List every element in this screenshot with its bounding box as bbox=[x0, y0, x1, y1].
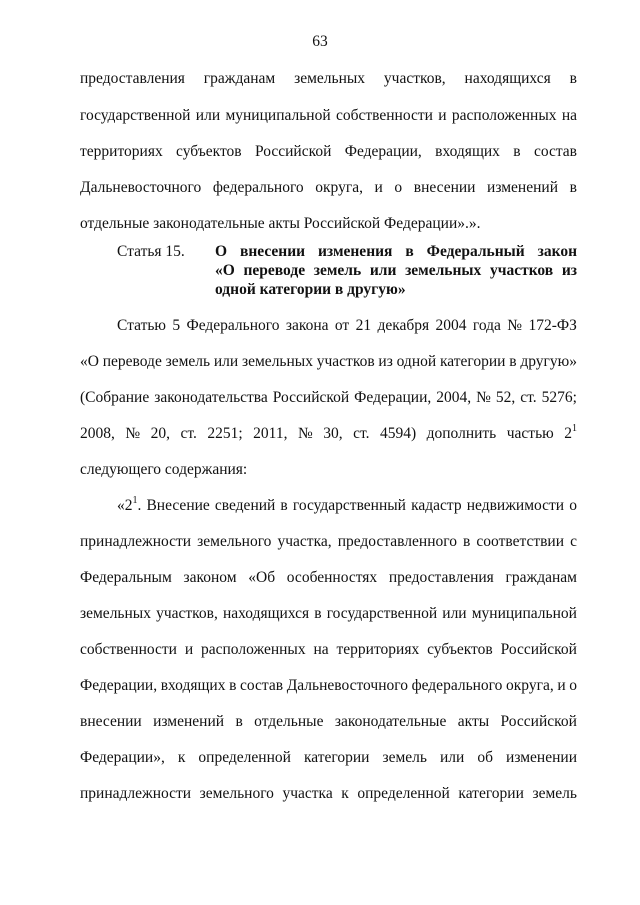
word: предоставления bbox=[80, 70, 185, 87]
word: внесении bbox=[413, 179, 476, 196]
word: в bbox=[463, 533, 471, 550]
word: одной bbox=[396, 353, 437, 370]
text-line bbox=[117, 316, 577, 336]
word: из bbox=[378, 353, 393, 370]
word: закона bbox=[285, 317, 329, 334]
word: соответствии bbox=[476, 533, 565, 550]
word: земель bbox=[313, 262, 362, 279]
word: участков, bbox=[156, 605, 218, 622]
word: земель bbox=[165, 353, 211, 370]
word: 5276; bbox=[541, 389, 577, 406]
word: № bbox=[476, 389, 491, 406]
word: категории bbox=[439, 353, 506, 370]
word: или bbox=[195, 107, 221, 124]
word: 21 bbox=[355, 317, 372, 334]
word: с bbox=[570, 533, 577, 550]
word: ст. bbox=[180, 425, 197, 442]
word: внесении bbox=[239, 243, 306, 260]
text-line bbox=[80, 352, 577, 372]
word: земель bbox=[532, 785, 577, 802]
word: Российской bbox=[500, 713, 577, 730]
word: декабря bbox=[377, 317, 430, 334]
word: и bbox=[438, 107, 447, 124]
word: 4594) bbox=[379, 425, 417, 442]
word: муниципальной bbox=[471, 605, 577, 622]
text-line bbox=[80, 568, 577, 588]
word: на bbox=[561, 107, 577, 124]
word: федерального bbox=[212, 179, 304, 196]
word: «$2^1$. bbox=[117, 495, 142, 514]
page-number: 63 bbox=[312, 33, 328, 50]
word: Дальневосточного bbox=[286, 677, 408, 694]
word: в bbox=[569, 179, 577, 196]
word: или bbox=[442, 605, 467, 622]
word: отдельные bbox=[254, 713, 324, 730]
word: предоставленного bbox=[337, 533, 457, 550]
word: особенностях bbox=[286, 569, 378, 586]
word: внесении bbox=[80, 713, 142, 730]
word: участков bbox=[489, 262, 554, 279]
word: в bbox=[513, 143, 521, 160]
word: дополнить bbox=[426, 425, 497, 442]
word: территориях bbox=[336, 641, 420, 658]
word: государственной bbox=[80, 107, 191, 124]
word: территориях bbox=[80, 143, 163, 160]
word: состав bbox=[240, 677, 284, 694]
word: изменений bbox=[487, 179, 558, 196]
text-line bbox=[80, 388, 577, 408]
article-label: Статья 15. bbox=[117, 243, 185, 260]
word: в bbox=[235, 713, 243, 730]
word: и bbox=[184, 641, 194, 658]
word: расположенных bbox=[451, 107, 557, 124]
text-line bbox=[80, 604, 577, 624]
word: № bbox=[125, 425, 141, 442]
word: 2251; bbox=[207, 425, 243, 442]
word: 20, bbox=[150, 425, 171, 442]
word: собственности bbox=[80, 641, 177, 658]
word: о bbox=[394, 179, 403, 196]
word: гражданам bbox=[505, 569, 577, 586]
word: Федерации, bbox=[354, 389, 432, 406]
word: о bbox=[569, 677, 577, 694]
word: законодательные bbox=[334, 713, 447, 730]
text-line bbox=[80, 69, 577, 89]
word: Федерации», bbox=[80, 749, 165, 766]
word: принадлежности bbox=[80, 533, 192, 550]
word: федерального bbox=[411, 677, 503, 694]
word: № bbox=[507, 317, 523, 334]
word: категории bbox=[458, 785, 524, 802]
word: в bbox=[509, 353, 517, 370]
word: года bbox=[472, 317, 501, 334]
word: округа, bbox=[315, 179, 363, 196]
word: Федеральным bbox=[80, 569, 172, 586]
word: округа, bbox=[506, 677, 554, 694]
word: участка, bbox=[277, 533, 332, 550]
word: к bbox=[177, 749, 186, 766]
word: 30, bbox=[323, 425, 343, 442]
word: законом bbox=[183, 569, 237, 586]
word: Федерального bbox=[186, 317, 280, 334]
word: кадастр bbox=[411, 497, 462, 514]
article-title-line: одной категории в другую» bbox=[215, 281, 406, 298]
word: изменений bbox=[153, 713, 225, 730]
word: Дальневосточного bbox=[80, 179, 202, 196]
word: в bbox=[229, 677, 237, 694]
word: изменения bbox=[318, 243, 393, 260]
word: определенной bbox=[357, 785, 450, 802]
text-line bbox=[80, 676, 577, 696]
text-line bbox=[80, 178, 577, 198]
word: 2004, bbox=[436, 389, 472, 406]
word: государственный bbox=[292, 497, 406, 514]
word: изменении bbox=[506, 749, 577, 766]
word: земельных bbox=[80, 605, 151, 622]
word: в bbox=[280, 497, 288, 514]
text-line bbox=[80, 784, 577, 804]
word: 2008, bbox=[80, 425, 115, 442]
word: в bbox=[569, 70, 577, 87]
word: входящих bbox=[435, 143, 500, 160]
word: гражданам bbox=[203, 70, 276, 87]
word: земельного bbox=[197, 533, 272, 550]
text-line-with-superscript bbox=[117, 496, 577, 518]
word: земель bbox=[382, 749, 427, 766]
word: предоставления bbox=[388, 569, 494, 586]
text-line: отдельные законодательные акты Российской Федерации».». bbox=[80, 215, 481, 232]
word: Федерации, bbox=[344, 143, 422, 160]
word: 2011, bbox=[253, 425, 288, 442]
word: из bbox=[561, 262, 577, 279]
word: «О bbox=[80, 353, 99, 370]
article-title-line bbox=[215, 242, 577, 261]
word: сведений bbox=[214, 497, 276, 514]
word: на bbox=[313, 641, 329, 658]
word: принадлежности bbox=[80, 785, 192, 802]
article-title-line bbox=[215, 261, 577, 280]
word: о bbox=[569, 497, 577, 514]
word: Федеральный bbox=[426, 243, 525, 260]
word: расположенных bbox=[201, 641, 306, 658]
word: переводе bbox=[243, 262, 306, 279]
word: земельных bbox=[242, 353, 313, 370]
word: № bbox=[297, 425, 313, 442]
word: частью bbox=[506, 425, 554, 442]
word: Федерации, bbox=[80, 677, 158, 694]
word: субъектов bbox=[176, 143, 242, 160]
word: участков bbox=[316, 353, 375, 370]
word: состав bbox=[533, 143, 577, 160]
superscript: 1 bbox=[571, 423, 577, 434]
word: и bbox=[557, 677, 566, 694]
word: входящих bbox=[160, 677, 226, 694]
word: другую» bbox=[520, 353, 577, 370]
text-line bbox=[80, 640, 577, 660]
word: О bbox=[215, 243, 228, 260]
word: (Собрание bbox=[80, 389, 150, 406]
word: 2004 bbox=[435, 317, 467, 334]
word: земельного bbox=[199, 785, 274, 802]
word: Статью bbox=[117, 317, 166, 334]
text-line bbox=[80, 532, 577, 552]
text-line bbox=[80, 106, 577, 126]
word: субъектов bbox=[427, 641, 493, 658]
word: от bbox=[334, 317, 350, 334]
word: или bbox=[213, 353, 239, 370]
word: участка bbox=[282, 785, 333, 802]
word: ст. bbox=[353, 425, 370, 442]
word: ст. bbox=[520, 389, 537, 406]
word: и bbox=[374, 179, 383, 196]
word: в bbox=[405, 243, 414, 260]
word: категории bbox=[303, 749, 370, 766]
word: закон bbox=[537, 243, 577, 260]
word: недвижимости bbox=[466, 497, 565, 514]
word: 52, bbox=[495, 389, 516, 406]
word: земельных bbox=[405, 262, 482, 279]
word: к bbox=[341, 785, 349, 802]
word: переводе bbox=[102, 353, 162, 370]
word: муниципальной bbox=[225, 107, 331, 124]
word: или bbox=[369, 262, 397, 279]
word: земельных bbox=[294, 70, 366, 87]
word: $2^1$ bbox=[564, 423, 577, 442]
text-line bbox=[80, 712, 577, 732]
text-line-with-superscript bbox=[80, 424, 577, 446]
word: об bbox=[477, 749, 494, 766]
word: или bbox=[440, 749, 465, 766]
word: акты bbox=[457, 713, 490, 730]
word: государственной bbox=[326, 605, 438, 622]
word: участков, bbox=[383, 70, 446, 87]
word: собственности bbox=[335, 107, 433, 124]
text-line bbox=[80, 142, 577, 162]
article-title bbox=[215, 242, 577, 299]
word: «О bbox=[215, 262, 235, 279]
word: в bbox=[314, 605, 322, 622]
word: определенной bbox=[198, 749, 291, 766]
word: законодательства bbox=[154, 389, 268, 406]
word: Российской bbox=[272, 389, 350, 406]
word: «Об bbox=[248, 569, 276, 586]
word: 172-ФЗ bbox=[528, 317, 577, 334]
word: Внесение bbox=[146, 497, 210, 514]
word: находящихся bbox=[222, 605, 310, 622]
text-line: следующего содержания: bbox=[80, 461, 248, 478]
superscript: 1 bbox=[132, 495, 138, 506]
word: находящихся bbox=[464, 70, 551, 87]
word: Российской bbox=[254, 143, 332, 160]
word: 5 bbox=[172, 317, 181, 334]
text-line bbox=[80, 748, 577, 768]
word: Российской bbox=[500, 641, 577, 658]
